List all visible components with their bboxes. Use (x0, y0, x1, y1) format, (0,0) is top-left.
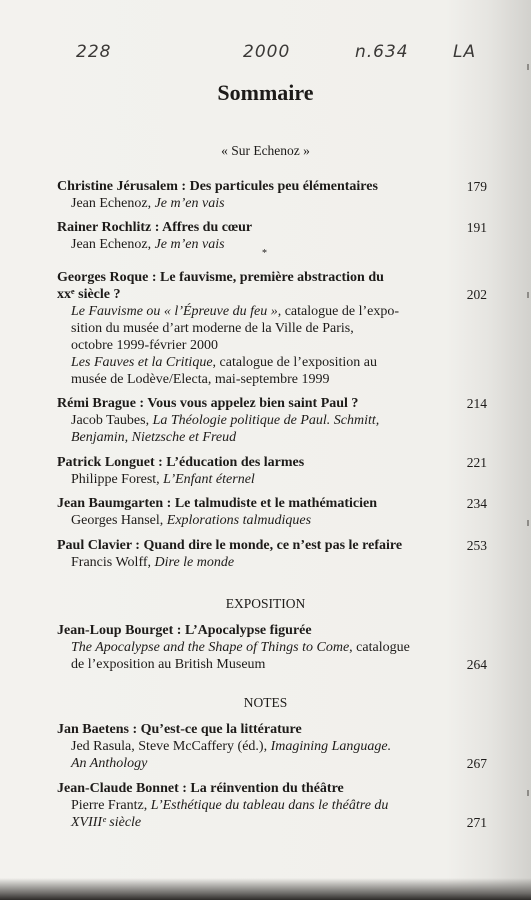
page-number: 253 (466, 538, 487, 553)
page-number: 179 (466, 179, 487, 194)
scan-mark (521, 64, 529, 70)
entry-reviewed-work: Le Fauvisme ou « l’Épreuve du feu », catalogue de l’expo- (71, 304, 399, 319)
page-number: 191 (466, 220, 487, 235)
scan-mark (521, 520, 529, 526)
entry-heading: Patrick Longuet : L’éducation des larmes (57, 455, 305, 470)
entry-reviewed-work: Benjamin, Nietzsche et Freud (71, 430, 237, 445)
entry-reviewed-work: Pierre Frantz, L’Esthétique du tableau dans le théâtre du (71, 798, 389, 813)
entry-reviewed-work: An Anthology (71, 756, 148, 771)
page-number: 264 (466, 657, 487, 672)
toc-entry[interactable] (57, 219, 485, 253)
toc-entry[interactable] (57, 178, 485, 212)
entry-heading: Rainer Rochlitz : Affres du cœur (57, 220, 253, 235)
section-heading-exposition: EXPOSITION (225, 596, 306, 611)
entry-heading: Jean-Loup Bourget : L’Apocalypse figurée (57, 623, 312, 638)
handwritten-year: 2000 (243, 42, 291, 62)
entry-reviewed-work: sition du musée d’art moderne de la Ville de Paris, (71, 321, 354, 336)
entry-reviewed-work: Francis Wolff, Dire le monde (71, 555, 235, 570)
entry-reviewed-work: Les Fauves et la Critique, catalogue de l’exposition au (71, 355, 377, 370)
entry-reviewed-work: Jean Echenoz, Je m’en vais (71, 196, 225, 211)
entry-heading: Georges Roque : Le fauvisme, première abstraction du (57, 270, 384, 285)
entry-heading: Jean-Claude Bonnet : La réinvention du théâtre (57, 781, 344, 796)
page-number: 267 (466, 756, 487, 771)
entry-reviewed-work: Jed Rasula, Steve McCaffery (éd.), Imagining Language. (71, 739, 392, 754)
entry-reviewed-work: musée de Lodève/Electa, mai-septembre 1999 (71, 372, 330, 387)
entry-reviewed-work: XVIIIᵉ siècle (71, 815, 142, 830)
page-number: 271 (466, 815, 487, 830)
toc-entry[interactable] (57, 495, 485, 529)
entry-heading: Jean Baumgarten : Le talmudiste et le mathématicien (57, 496, 377, 511)
entry-reviewed-work: Philippe Forest, L’Enfant éternel (71, 472, 255, 487)
toc-entry[interactable] (57, 454, 485, 488)
entry-heading-continued: xxᵉ siècle ? (57, 287, 121, 302)
scan-mark (521, 292, 529, 298)
entry-reviewed-work: Jean Echenoz, Je m’en vais (71, 237, 225, 252)
toc-entry[interactable] (57, 395, 485, 446)
entry-reviewed-work: Jacob Taubes, La Théologie politique de Paul. Schmitt, (71, 413, 380, 428)
toc-entry[interactable] (57, 780, 485, 831)
toc-entry[interactable] (57, 269, 485, 388)
handwritten-number: 228 (76, 42, 112, 62)
entry-reviewed-work: octobre 1999-février 2000 (71, 338, 218, 353)
page-number: 221 (466, 455, 487, 470)
entry-reviewed-work: de l’exposition au British Museum (71, 657, 266, 672)
section-heading-echenoz: « Sur Echenoz » (221, 143, 310, 158)
page-number: 234 (466, 496, 487, 511)
scan-shadow (0, 878, 531, 900)
handwritten-initials: LA (453, 42, 477, 62)
toc-entry[interactable] (57, 721, 485, 772)
section-heading-notes: NOTES (243, 695, 288, 710)
scan-mark (521, 790, 529, 796)
page-title: Sommaire (217, 80, 314, 105)
handwritten-issue: n.634 (355, 42, 409, 62)
page-number: 202 (466, 287, 487, 302)
toc-entry[interactable] (57, 537, 485, 571)
entry-heading: Christine Jérusalem : Des particules peu élémentaires (57, 179, 378, 194)
entry-heading: Jan Baetens : Qu’est-ce que la littérature (57, 722, 302, 737)
separator-asterisk: * (262, 248, 267, 259)
toc-entry[interactable] (57, 622, 485, 673)
page-number: 214 (466, 396, 487, 411)
entry-reviewed-work: The Apocalypse and the Shape of Things to Come, catalogue (71, 640, 410, 655)
entry-heading: Rémi Brague : Vous vous appelez bien saint Paul ? (57, 396, 359, 411)
entry-heading: Paul Clavier : Quand dire le monde, ce n’est pas le refaire (57, 538, 403, 553)
entry-reviewed-work: Georges Hansel, Explorations talmudiques (71, 513, 312, 528)
